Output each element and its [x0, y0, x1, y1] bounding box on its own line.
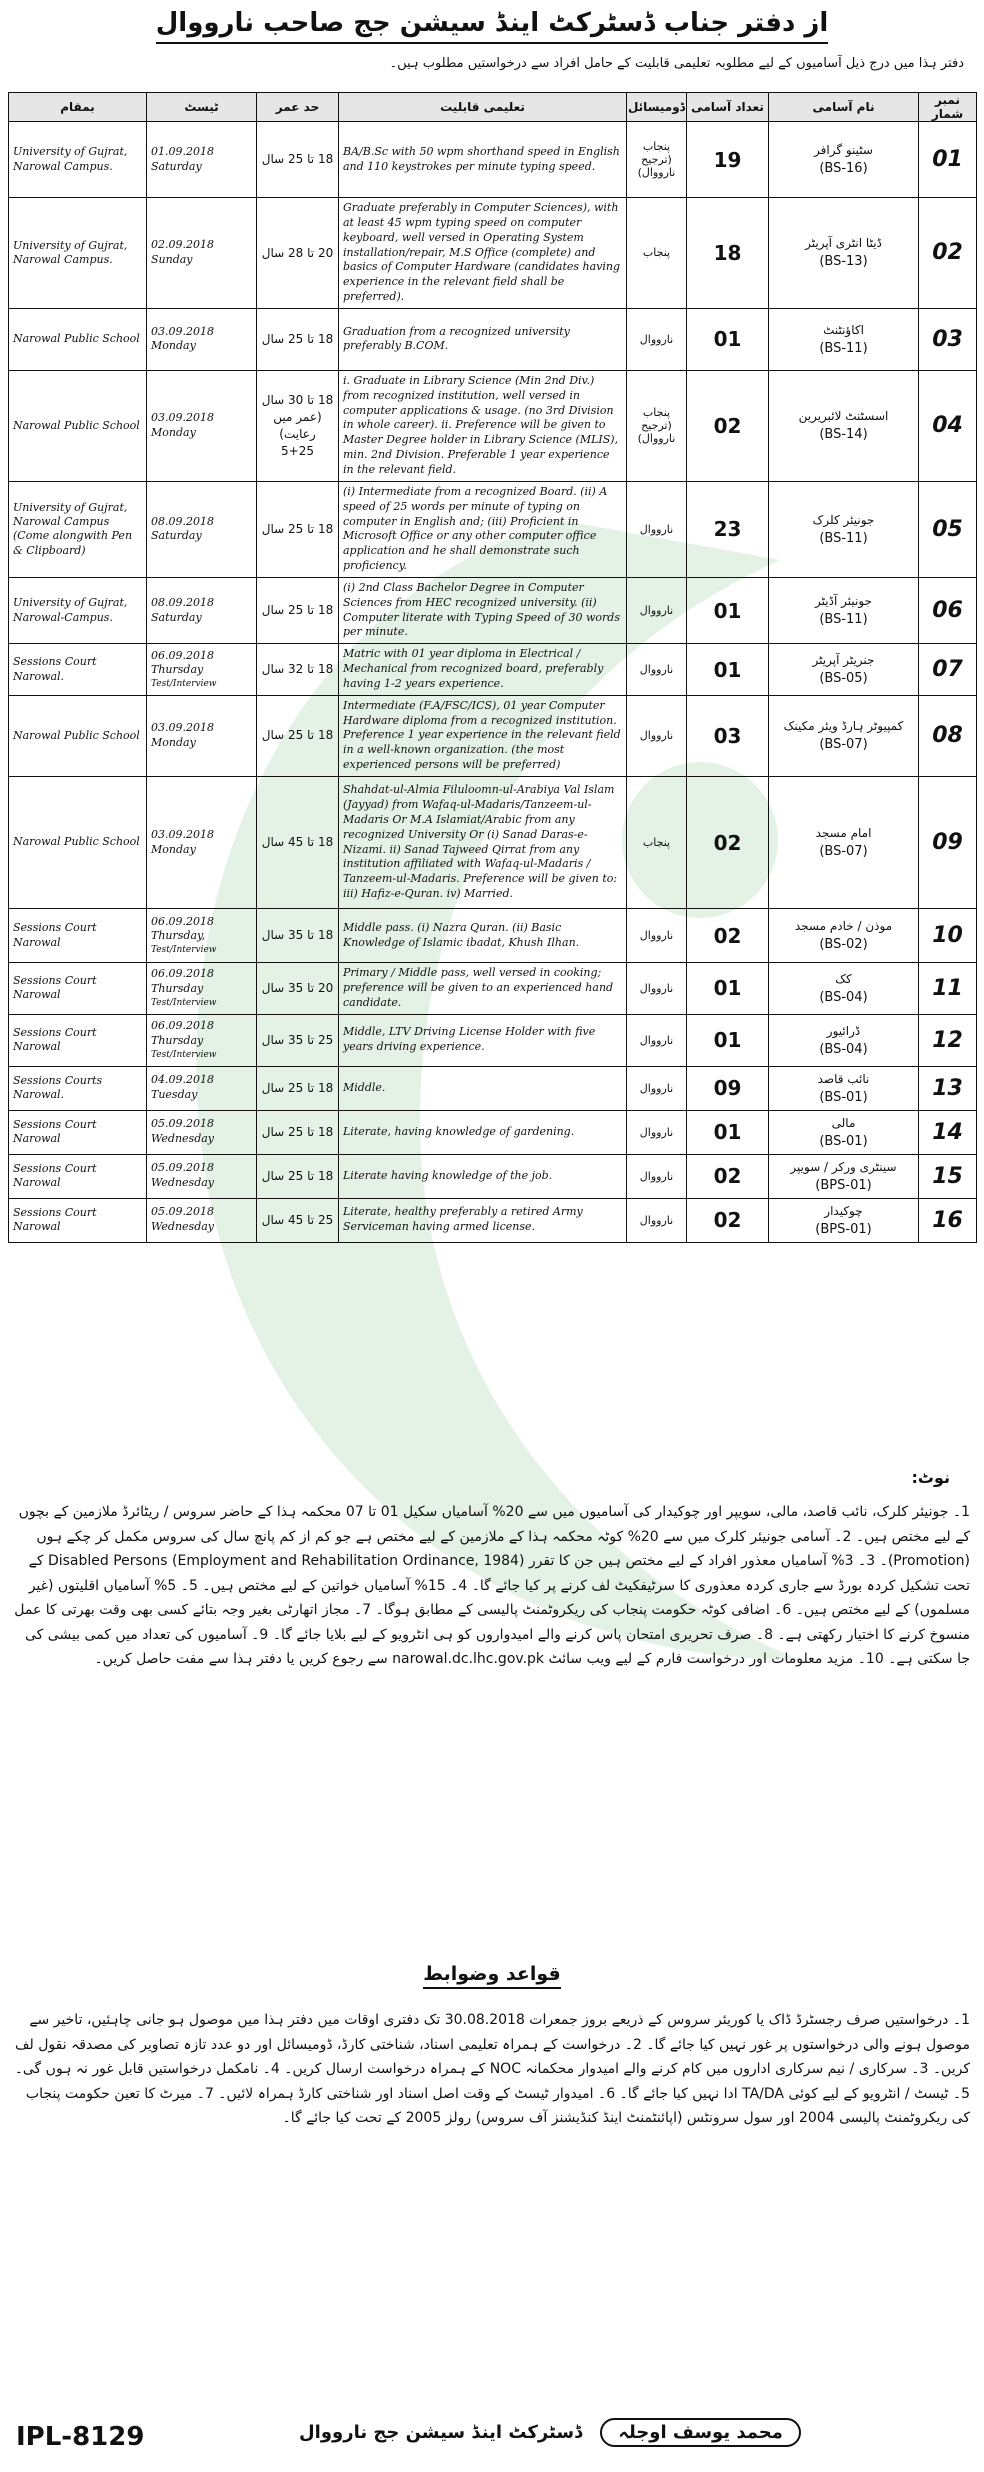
table-row [9, 1066, 977, 1110]
domicile: نارووال [627, 308, 687, 370]
test-date-value: 02.09.2018 [151, 238, 214, 252]
pay-scale: (BS-01) [819, 1133, 868, 1149]
age-limit: 18 تا 25 سال [257, 577, 339, 643]
post-title: ڈرائیور [826, 1023, 861, 1038]
test-date [147, 695, 257, 776]
notice-header [0, 8, 984, 44]
table-row [9, 909, 977, 963]
serial-number: 10 [919, 909, 977, 963]
post-title: ڈیٹا انٹری آپریٹر [805, 236, 882, 251]
test-date [147, 909, 257, 963]
pay-scale: (BS-04) [819, 989, 868, 1005]
post-quantity: 02 [687, 370, 769, 481]
qualification: Matric with 01 year diploma in Electrical / Mechanical from recognized board, preferably having 1-2 years experience. [339, 644, 627, 696]
qualification: Middle, LTV Driving License Holder with five years driving experience. [339, 1014, 627, 1066]
post-name [769, 1066, 919, 1110]
domicile: نارووال [627, 1198, 687, 1242]
test-venue: Narowal Public School [9, 308, 147, 370]
table-row [9, 963, 977, 1015]
pay-scale: (BS-16) [819, 161, 868, 176]
serial-number: 02 [919, 198, 977, 309]
ipl-number: IPL-8129 [16, 2422, 145, 2452]
serial-number: 06 [919, 577, 977, 643]
serial-number: 03 [919, 308, 977, 370]
col-domicile: ڈومیسائل [627, 93, 687, 122]
table-row [9, 1014, 977, 1066]
domicile: نارووال [627, 695, 687, 776]
domicile: پنجاب (ترجیح نارووال) [627, 122, 687, 198]
test-date [147, 122, 257, 198]
table-row [9, 308, 977, 370]
post-quantity: 01 [687, 577, 769, 643]
age-limit: 18 تا 25 سال [257, 308, 339, 370]
test-venue: University of Gujrat, Narowal Campus. [9, 122, 147, 198]
post-title: اکاؤنٹنٹ [823, 322, 864, 337]
test-type: Test/Interview [151, 679, 217, 690]
test-date-value: 03.09.2018 [151, 411, 214, 425]
test-venue: Narowal Public School [9, 695, 147, 776]
test-type: Test/Interview [151, 945, 217, 956]
qualification: Shahdat-ul-Almia Filuloomn-ul-Arabiya Val Islam (Jayyad) from Wafaq-ul-Madaris/Tanzeem-ul-Madaris Or M.A Islamiat/Arabic from any recognized University Or (i) Sanad Daras-e-Nizami. ii) Sanad Tajweed Qirrat from any institution affiliated with Wafaq-ul-Madaris / Tanzeem-ul-Madaris. Preference will be given to: iii) Hafiz-e-Quran. iv) Married. [339, 777, 627, 909]
test-date-value: 05.09.2018 [151, 1117, 214, 1131]
test-date-value: 06.09.2018 [151, 914, 214, 928]
post-title: کمپیوٹر ہارڈ ویئر مکینک [783, 719, 904, 734]
col-test: ٹیسٹ [147, 93, 257, 122]
pay-scale: (BS-04) [819, 1041, 868, 1057]
test-day: Saturday [151, 529, 202, 543]
domicile: نارووال [627, 644, 687, 696]
signature-block [290, 2418, 810, 2447]
qualification: (i) 2nd Class Bachelor Degree in Computer Sciences from HEC recognized university. (ii) Computer literate with Typing Speed of 30 words per minute. [339, 577, 627, 643]
domicile: نارووال [627, 1110, 687, 1154]
test-type: Test/Interview [151, 998, 217, 1009]
serial-number: 01 [919, 122, 977, 198]
serial-number: 14 [919, 1110, 977, 1154]
domicile: نارووال [627, 963, 687, 1015]
test-day: Monday [151, 842, 196, 856]
test-date [147, 481, 257, 577]
table-row [9, 370, 977, 481]
age-limit: 18 تا 25 سال [257, 122, 339, 198]
table-row [9, 695, 977, 776]
pay-scale: (BS-01) [819, 1089, 868, 1105]
pay-scale: (BS-11) [819, 530, 868, 546]
table-row [9, 577, 977, 643]
table-row [9, 644, 977, 696]
test-date-value: 08.09.2018 [151, 595, 214, 609]
post-quantity: 09 [687, 1066, 769, 1110]
serial-number: 13 [919, 1066, 977, 1110]
test-venue: Narowal Public School [9, 370, 147, 481]
age-limit: 18 تا 35 سال [257, 909, 339, 963]
qualification: Graduation from a recognized university preferably B.COM. [339, 308, 627, 370]
post-quantity: 01 [687, 1110, 769, 1154]
pay-scale: (BPS-01) [815, 1177, 872, 1193]
test-date [147, 198, 257, 309]
post-title: کک [835, 971, 852, 986]
qualification: Literate, healthy preferably a retired Army Serviceman having armed license. [339, 1198, 627, 1242]
test-day: Thursday [151, 982, 204, 996]
test-date-value: 04.09.2018 [151, 1073, 214, 1087]
post-name [769, 577, 919, 643]
table-row [9, 1110, 977, 1154]
domicile: پنجاب (ترجیح نارووال) [627, 370, 687, 481]
test-date-value: 03.09.2018 [151, 827, 214, 841]
test-venue: Narowal Public School [9, 777, 147, 909]
test-date [147, 577, 257, 643]
test-day: Saturday [151, 610, 202, 624]
table-row [9, 122, 977, 198]
post-quantity: 01 [687, 644, 769, 696]
post-quantity: 01 [687, 963, 769, 1015]
test-day: Saturday [151, 159, 202, 173]
test-venue: University of Gujrat, Narowal-Campus. [9, 577, 147, 643]
qualification: BA/B.Sc with 50 wpm shorthand speed in English and 110 keystrokes per minute typing speed. [339, 122, 627, 198]
post-title: جونیئر کلرک [812, 512, 875, 527]
pay-scale: (BS-02) [819, 937, 868, 952]
post-quantity: 02 [687, 1154, 769, 1198]
post-name [769, 308, 919, 370]
test-date-value: 06.09.2018 [151, 648, 214, 662]
test-date-value: 03.09.2018 [151, 721, 214, 735]
age-limit: 18 تا 25 سال [257, 1066, 339, 1110]
serial-number: 07 [919, 644, 977, 696]
qualification: Middle. [339, 1066, 627, 1110]
post-name [769, 695, 919, 776]
post-quantity: 02 [687, 777, 769, 909]
pay-scale: (BS-13) [819, 254, 868, 270]
test-day: Monday [151, 425, 196, 439]
test-date-value: 05.09.2018 [151, 1161, 214, 1175]
test-venue: Sessions Court Narowal [9, 1110, 147, 1154]
post-title: جونیئر آڈیٹر [815, 594, 872, 609]
test-date-value: 08.09.2018 [151, 514, 214, 528]
post-name [769, 481, 919, 577]
test-type: Test/Interview [151, 1049, 217, 1060]
serial-number: 09 [919, 777, 977, 909]
rules-text: 1۔ درخواستیں صرف رجسٹرڈ ڈاک یا کوریئر سروس کے ذریعے بروز جمعرات 30.08.2018 تک دفتری اوقات میں دفتر ہذا میں موصول ہو جانی چاہئیں، تاخیر سے موصول ہونے والی درخواستوں پر غور نہیں کیا جائے گا۔ 2۔ درخواست کے ہمراہ تعلیمی اسناد، شناختی کارڈ، ڈومیسائل اور دو عدد تازہ تصاویر کی مصدقہ نقول لف کریں۔ 3۔ سرکاری / نیم سرکاری اداروں میں کام کرنے والے امیدوار محکمانہ NOC کے ہمراہ درخواست ارسال کریں۔ 4۔ نامکمل درخواستیں قابل غور نہ ہوں گی۔ 5۔ ٹیسٹ / انٹرویو کے لیے کوئی TA/DA ادا نہیں کیا جائے گا۔ 6۔ امیدوار ٹیسٹ کے وقت اصل اسناد اور شناختی کارڈ ہمراہ لائیں۔ 7۔ میرٹ کا تعین حکومت پنجاب کی ریکروٹمنٹ پالیسی 2004 اور سول سرونٹس (اپائنٹمنٹ اینڈ کنڈیشنز آف سروس) رولز 2005 کے تحت کیا جائے گا۔ [14, 2012, 970, 2126]
age-limit: 18 تا 25 سال [257, 1110, 339, 1154]
test-day: Thursday [151, 663, 204, 677]
pay-scale: (BS-07) [819, 737, 868, 753]
post-quantity: 02 [687, 1198, 769, 1242]
post-quantity: 01 [687, 1014, 769, 1066]
domicile: پنجاب [627, 777, 687, 909]
qualification: (i) Intermediate from a recognized Board. (ii) A speed of 25 words per minute of typing on computer in English and; (iii) Proficient in Microsoft Office or any other computer office application and he shall demonstrate such proficiency. [339, 481, 627, 577]
pay-scale: (BS-14) [819, 427, 868, 443]
post-quantity: 19 [687, 122, 769, 198]
age-limit: 18 تا 25 سال [257, 695, 339, 776]
test-date-value: 05.09.2018 [151, 1205, 214, 1219]
serial-number: 08 [919, 695, 977, 776]
qualification: Intermediate (F.A/FSC/ICS), 01 year Computer Hardware diploma from a recognized institution. Preference 1 year experience in the relevant field in a well-known organization. (the most experienced persons will be preferred) [339, 695, 627, 776]
age-limit: 20 تا 35 سال [257, 963, 339, 1015]
post-quantity: 03 [687, 695, 769, 776]
test-date [147, 777, 257, 909]
test-day: Wednesday [151, 1176, 215, 1190]
post-name [769, 370, 919, 481]
qualification: Literate having knowledge of the job. [339, 1154, 627, 1198]
test-date [147, 1198, 257, 1242]
domicile: نارووال [627, 1066, 687, 1110]
qualification: Primary / Middle pass, well versed in cooking; preference will be given to an experienced hand candidate. [339, 963, 627, 1015]
test-venue: Sessions Court Narowal [9, 1198, 147, 1242]
serial-number: 15 [919, 1154, 977, 1198]
serial-number: 12 [919, 1014, 977, 1066]
age-limit: 18 تا 45 سال [257, 777, 339, 909]
post-name [769, 1110, 919, 1154]
post-title: جنریٹر آپریٹر [812, 653, 875, 668]
test-day: Monday [151, 735, 196, 749]
test-date [147, 308, 257, 370]
col-serial: نمبر شمار [919, 93, 977, 122]
table-row [9, 198, 977, 309]
domicile: پنجاب [627, 198, 687, 309]
table-row [9, 481, 977, 577]
page-title: از دفتر جناب ڈسٹرکٹ اینڈ سیشن جج صاحب نارووال [156, 8, 829, 44]
test-day: Monday [151, 339, 196, 353]
intro-text: دفتر ہذا میں درج ذیل آسامیوں کے لیے مطلوبہ تعلیمی قابلیت کے حامل افراد سے درخواستیں مطلوب ہیں۔ [389, 56, 964, 71]
age-limit: 18 تا 25 سال [257, 481, 339, 577]
post-name [769, 1014, 919, 1066]
test-venue: Sessions Courts Narowal. [9, 1066, 147, 1110]
test-date [147, 1154, 257, 1198]
serial-number: 16 [919, 1198, 977, 1242]
test-date [147, 1066, 257, 1110]
rules-title-text: قواعد وضوابط [423, 1963, 561, 1989]
test-day: Tuesday [151, 1088, 198, 1102]
post-quantity: 23 [687, 481, 769, 577]
col-post: نام آسامی [769, 93, 919, 122]
post-title: مالی [831, 1115, 856, 1130]
test-date-value: 01.09.2018 [151, 144, 214, 158]
test-date-value: 06.09.2018 [151, 967, 214, 981]
domicile: نارووال [627, 481, 687, 577]
post-name [769, 777, 919, 909]
serial-number: 04 [919, 370, 977, 481]
domicile: نارووال [627, 1014, 687, 1066]
post-title: سٹینو گرافر [814, 143, 873, 157]
domicile: نارووال [627, 909, 687, 963]
qualification: Literate, having knowledge of gardening. [339, 1110, 627, 1154]
post-name [769, 122, 919, 198]
domicile: نارووال [627, 577, 687, 643]
post-quantity: 01 [687, 308, 769, 370]
post-name [769, 198, 919, 309]
post-name [769, 1198, 919, 1242]
post-title: سینٹری ورکر / سویپر [790, 1159, 897, 1174]
serial-number: 11 [919, 963, 977, 1015]
test-day: Thursday [151, 1033, 204, 1047]
age-limit: 20 تا 28 سال [257, 198, 339, 309]
domicile: نارووال [627, 1154, 687, 1198]
col-age: حد عمر [257, 93, 339, 122]
notes-title: نوٹ: [911, 1468, 950, 1487]
test-venue: Sessions Court Narowal [9, 1014, 147, 1066]
post-name [769, 1154, 919, 1198]
vacancies-table [8, 92, 977, 1243]
footer [0, 2418, 984, 2464]
test-venue: Sessions Court Narowal. [9, 644, 147, 696]
notes-text: 1۔ جونیئر کلرک، نائب قاصد، مالی، سویپر اور چوکیدار کی آسامیوں میں سے 20% آسامیاں سکیل 01 تا 07 محکمہ ہذا کے حاضر سروس / ریٹائرڈ ملازمین کے بچوں کے لیے مختص ہیں۔ 2۔ آسامی جونیئر کلرک میں سے 20% کوٹہ محکمہ ہذا کے ملازمین کے لیے مختص ہے جو کم از کم پانچ سال کی سروس مکمل کر چکے ہوں (Promotion)۔ 3۔ 3% آسامیاں معذور افراد کے لیے مختص ہیں جن کا تقرر Disabled Persons (Employment and Rehabilitation Ordinance, 1984) کے تحت تشکیل کردہ بورڈ سے جاری کردہ معذوری کا سرٹیفکیٹ لف کرنے پر کیا جائے گا۔ 4۔ 15% آسامیاں خواتین کے لیے مختص ہیں۔ 5۔ 5% آسامیاں اقلیتوں (غیر مسلموں) کے لیے مختص ہیں۔ 6۔ اضافی کوٹہ حکومت پنجاب کی ریکروٹمنٹ پالیسی کے مطابق ہوگا۔ 7۔ مجاز اتھارٹی بغیر وجہ بتائے کسی بھی وقت بھرتی کا عمل منسوخ کرنے کا اختیار رکھتی ہے۔ 8۔ صرف تحریری امتحان پاس کرنے والے امیدواروں کو ہی انٹرویو کے لیے بلایا جائے گا۔ 9۔ آسامیوں کی تعداد میں کمی بیشی کی جا سکتی ہے۔ 10۔ مزید معلومات اور درخواست فارم کے لیے ویب سائٹ narowal.dc.lhc.gov.pk سے رجوع کریں یا دفتر ہذا سے مفت حاصل کریں۔ [14, 1504, 970, 1667]
table-row [9, 1198, 977, 1242]
test-venue: Sessions Court Narowal [9, 1154, 147, 1198]
test-date [147, 644, 257, 696]
test-venue: Sessions Court Narowal [9, 909, 147, 963]
post-title: چوکیدار [824, 1203, 863, 1218]
age-limit: 25 تا 45 سال [257, 1198, 339, 1242]
pay-scale: (BS-11) [819, 340, 868, 356]
test-date [147, 370, 257, 481]
test-day: Sunday [151, 252, 193, 266]
test-date-value: 06.09.2018 [151, 1019, 214, 1033]
col-quantity: تعداد آسامی [687, 93, 769, 122]
qualification: i. Graduate in Library Science (Min 2nd Div.) from recognized institution, well versed in computer applications & usage. (no 3rd Division in whole career). ii. Preference will be given to Master Degree holder in Library Science (MLIS), min. 2nd Division. Preferable 1 year experience in the relevant field. [339, 370, 627, 481]
post-quantity: 02 [687, 909, 769, 963]
test-date [147, 1014, 257, 1066]
table-row [9, 1154, 977, 1198]
test-venue: Sessions Court Narowal [9, 963, 147, 1015]
age-limit: 18 تا 30 سال (عمر میں رعایت) 25+5 [257, 370, 339, 481]
age-limit: 18 تا 25 سال [257, 1154, 339, 1198]
pay-scale: (BS-05) [819, 671, 868, 687]
qualification: Middle pass. (i) Nazra Quran. (ii) Basic Knowledge of Islamic ibadat, Khush Ilhan. [339, 909, 627, 963]
post-title: امام مسجد [815, 826, 872, 840]
test-day: Wednesday [151, 1132, 215, 1146]
test-day: Thursday, [151, 929, 206, 943]
age-limit: 18 تا 32 سال [257, 644, 339, 696]
test-venue: University of Gujrat, Narowal Campus. [9, 198, 147, 309]
table-row [9, 777, 977, 909]
test-date [147, 963, 257, 1015]
signatory-title: ڈسٹرکٹ اینڈ سیشن جج نارووال [299, 2422, 583, 2443]
post-title: اسسٹنٹ لائبریرین [798, 409, 889, 424]
age-limit: 25 تا 35 سال [257, 1014, 339, 1066]
post-name [769, 644, 919, 696]
test-day: Wednesday [151, 1220, 215, 1234]
post-name [769, 963, 919, 1015]
vacancies-table-wrapper [8, 92, 976, 1243]
post-title: نائب قاصد [817, 1071, 870, 1086]
qualification: Graduate preferably in Computer Sciences), with at least 45 wpm typing speed on computer keyboard, well versed in Operating System installation/repair, M.S Office (complete) and basics of Computer Hardware (candidates having experience in the relevant field shall be preferred). [339, 198, 627, 309]
rules-title [0, 1963, 984, 1985]
col-qualification: تعلیمی قابلیت [339, 93, 627, 122]
post-title: موذن / خادم مسجد [794, 919, 893, 933]
post-name [769, 909, 919, 963]
pay-scale: (BS-07) [819, 844, 868, 859]
serial-number: 05 [919, 481, 977, 577]
signatory-name: محمد یوسف اوجلہ [600, 2418, 801, 2447]
pay-scale: (BS-11) [819, 612, 868, 628]
pay-scale: (BPS-01) [815, 1221, 872, 1237]
col-venue: بمقام [9, 93, 147, 122]
test-date-value: 03.09.2018 [151, 324, 214, 338]
table-header-row [9, 93, 977, 122]
post-quantity: 18 [687, 198, 769, 309]
test-date [147, 1110, 257, 1154]
test-venue: University of Gujrat, Narowal Campus (Come alongwith Pen & Clipboard) [9, 481, 147, 577]
